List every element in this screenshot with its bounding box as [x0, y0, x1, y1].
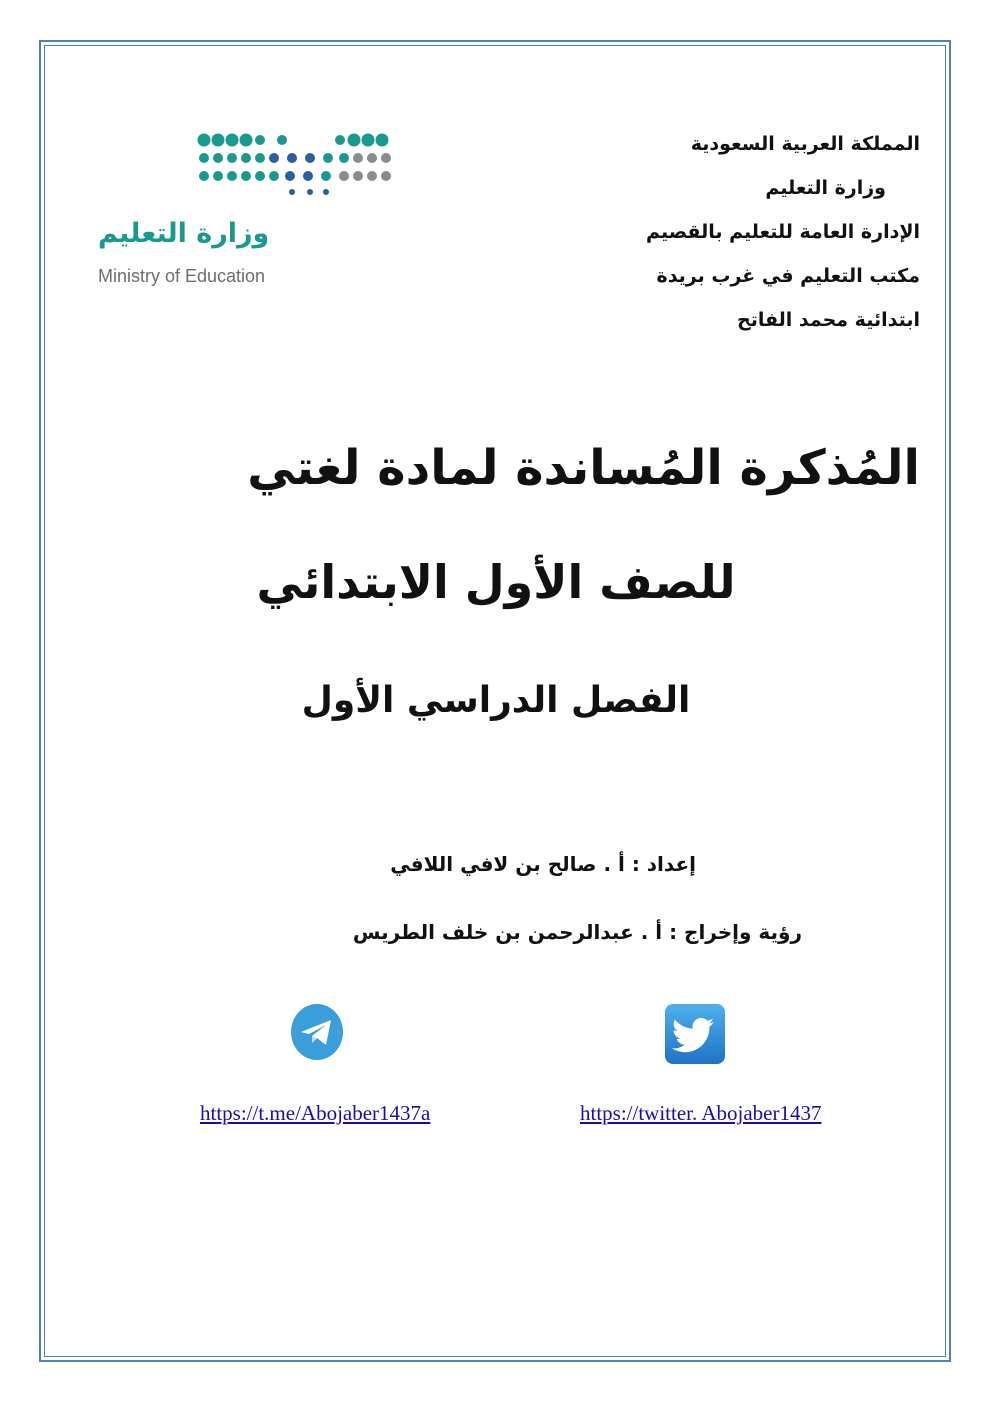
logo-dot	[307, 189, 313, 195]
title-grade: للصف الأول الابتدائي	[256, 555, 736, 609]
header-office: مكتب التعليم في غرب بريدة	[656, 265, 920, 287]
logo-dot	[213, 153, 223, 163]
telegram-icon[interactable]	[290, 1003, 344, 1061]
credit-prepared-by: إعداد : أ . صالح بن لافي اللافي	[390, 852, 696, 876]
logo-dot	[269, 171, 279, 181]
header-school: ابتدائية محمد الفاتح	[737, 309, 920, 331]
logo-dot	[381, 171, 391, 181]
logo-dot	[199, 153, 209, 163]
header-ministry: وزارة التعليم	[765, 177, 886, 199]
logo-dot	[240, 134, 253, 147]
logo-dot	[198, 134, 211, 147]
logo-dot	[376, 134, 389, 147]
logo-dot	[199, 171, 209, 181]
logo-dot	[323, 189, 329, 195]
logo-dot	[381, 153, 391, 163]
logo-dot	[362, 134, 375, 147]
logo-dot	[305, 153, 315, 163]
logo-dot	[269, 153, 279, 163]
logo-dot	[367, 153, 377, 163]
logo-dot	[277, 135, 287, 145]
header-country: المملكة العربية السعودية	[690, 133, 920, 155]
title-main: المُذكرة المُساندة لمادة لغتي	[247, 440, 920, 496]
logo-dot	[241, 171, 251, 181]
logo-dot	[255, 171, 265, 181]
header-block	[646, 122, 920, 342]
logo-dot	[353, 153, 363, 163]
logo-dot	[367, 171, 377, 181]
logo-dot	[289, 189, 295, 195]
title-semester: الفصل الدراسي الأول	[301, 680, 691, 721]
logo-dot	[339, 171, 349, 181]
credit-vision-direction: رؤية وإخراج : أ . عبدالرحمن بن خلف الطريس	[352, 920, 802, 944]
logo-dot	[241, 153, 251, 163]
logo-dot	[227, 171, 237, 181]
logo-dot	[348, 134, 361, 147]
logo-dot	[323, 153, 333, 163]
logo-dot	[213, 171, 223, 181]
logo-english-text: Ministry of Education	[98, 266, 266, 286]
logo-dot	[321, 171, 331, 181]
logo-dot	[227, 153, 237, 163]
logo-dot	[255, 135, 265, 145]
logo-dot	[226, 134, 239, 147]
telegram-link[interactable]: https://t.me/Abojaber1437a	[200, 1101, 431, 1125]
logo-dot	[353, 171, 363, 181]
logo-dot	[335, 135, 345, 145]
logo-dot	[285, 171, 295, 181]
logo-dot	[303, 171, 313, 181]
twitter-icon[interactable]	[664, 1003, 726, 1065]
twitter-link[interactable]: https://twitter. Abojaber1437	[580, 1101, 822, 1125]
logo-dot	[339, 153, 349, 163]
logo-dot	[212, 134, 225, 147]
header-directorate: الإدارة العامة للتعليم بالقصيم	[646, 221, 920, 243]
logo-dot	[287, 153, 297, 163]
logo-arabic-text: وزارة التعليم	[98, 218, 270, 249]
logo-dot	[255, 153, 265, 163]
